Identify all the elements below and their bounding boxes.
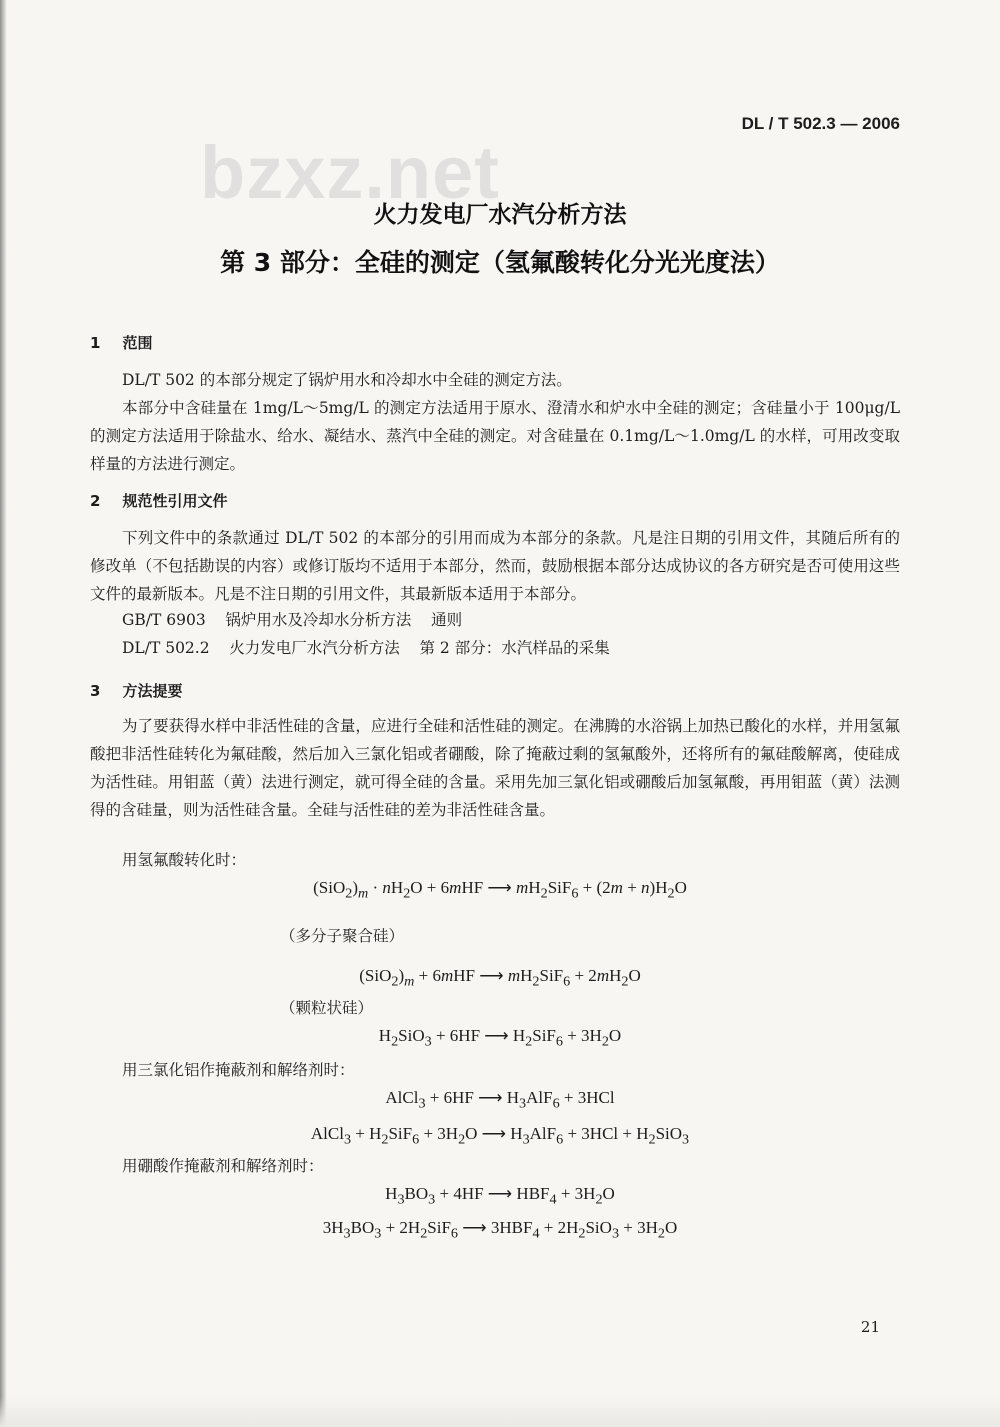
scan-bottom-shadow: [0, 1397, 1000, 1427]
reference-dlt502-2: DL/T 502.2 火力发电厂水汽分析方法 第 2 部分：水汽样品的采集: [122, 639, 610, 657]
equation-boric-h2sif6: $3H_3BO_3 + 2H_2SiF_6$ ⟶ $3HBF_4 + 2H_2SiO_3 + 3H_2O$: [322, 1218, 678, 1242]
section-1-heading: [90, 332, 152, 353]
section-title: 规范性引用文件: [122, 492, 228, 510]
reference-gbt6903: GB/T 6903 锅炉用水及冷却水分析方法 通则: [122, 611, 463, 629]
page-title: 火力发电厂水汽分析方法: [373, 202, 627, 228]
equation-alcl3-hf: AlCl$_3$ + 6HF ⟶ $H_3AlF_6 + 3HCl$: [385, 1088, 615, 1112]
section-title: 范围: [122, 334, 153, 352]
page-subtitle: 第 3 部分：全硅的测定（氢氟酸转化分光光度法）: [220, 248, 780, 277]
lead-alcl3-masking: 用三氯化铝作掩蔽剂和解络剂时：: [122, 1061, 355, 1079]
lead-boric-acid-masking: 用硼酸作掩蔽剂和解络剂时：: [122, 1157, 324, 1175]
page-number: 21: [860, 1318, 880, 1336]
equation-alcl3-h2sif6: AlCl$_3$ + $H_2SiF_6 + 3H_2O$ ⟶ $H_3AlF_6 + 3HCl + H_2SiO_3$: [310, 1124, 690, 1148]
section-number: 1: [90, 334, 101, 352]
section-1-paragraph-2: 本部分中含硅量在 1mg/L～5mg/L 的测定方法适用于原水、澄清水和炉水中全硅的测定；含硅量小于 100μg/L 的测定方法适用于除盐水、给水、凝结水、蒸汽中全硅的测定。对含硅量在 0.1mg/L～1.0mg/L 的水样，可用改变取样量的方法进行测定。: [90, 399, 900, 473]
section-1-paragraph-1: DL/T 502 的本部分规定了锅炉用水和冷却水中全硅的测定方法。: [122, 371, 572, 389]
note-polymeric-silica: （多分子聚合硅）: [280, 927, 405, 945]
equation-particulate-silica: $(SiO_2)_m + 6mHF$ ⟶ $mH_2SiF_6 + 2mH_2O$: [359, 966, 641, 990]
watermark: bzxz.net: [200, 131, 500, 214]
section-3-paragraph: 为了要获得水样中非活性硅的含量，应进行全硅和活性硅的测定。在沸腾的水浴锅上加热已酸化的水样，并用氢氟酸把非活性硅转化为氟硅酸，然后加入三氯化铝或者硼酸，除了掩蔽过剩的氢氟酸外，还将所有的氟硅酸解离，使硅成为活性硅。用钼蓝（黄）法进行测定，就可得全硅的含量。采用先加三氯化铝或硼酸后加氢氟酸，再用钼蓝（黄）法测得的含硅量，则为活性硅含量。全硅与活性硅的差为非活性硅含量。: [90, 717, 900, 819]
equation-boric-hf: $H_3BO_3 + 4HF$ ⟶ $HBF_4 + 3H_2O$: [385, 1184, 615, 1208]
document-number: DL / T 502.3 — 2006: [741, 114, 900, 133]
equation-silicic-acid: $H_2SiO_3 + 6HF$ ⟶ $H_2SiF_6 + 3H_2O$: [378, 1026, 622, 1050]
section-2-heading: [90, 490, 227, 511]
equation-polysilica: $(SiO_2)_m \cdot nH_2O + 6mHF$ ⟶ $mH_2SiF_6 + (2m + n)H_2O$: [313, 878, 687, 902]
section-number: 3: [90, 682, 101, 700]
section-2-paragraph: 下列文件中的条款通过 DL/T 502 的本部分的引用而成为本部分的条款。凡是注日期的引用文件，其随后所有的修改单（不包括勘误的内容）或修订版均不适用于本部分，然而，鼓励根据本部分达成协议的各方研究是否可使用这些文件的最新版本。凡是不注日期的引用文件，其最新版本适用于本部分。: [90, 529, 900, 603]
section-title: 方法提要: [122, 682, 183, 700]
section-number: 2: [90, 492, 101, 510]
section-3-heading: [90, 680, 182, 701]
lead-hf-conversion: 用氢氟酸转化时：: [122, 851, 247, 869]
note-particulate-silica: （颗粒状硅）: [280, 999, 374, 1017]
